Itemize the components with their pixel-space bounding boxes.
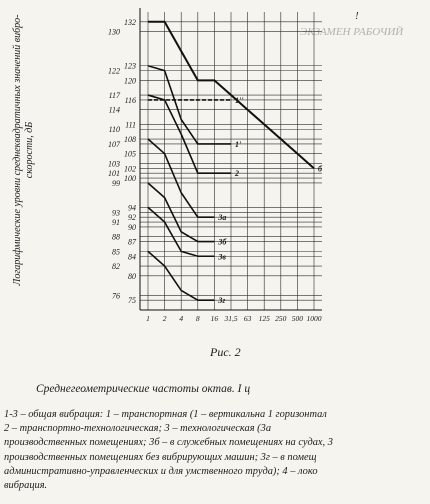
legend-line: вибрация. — [4, 480, 48, 492]
series-line — [148, 95, 231, 173]
y-tick-label: 85 — [112, 247, 120, 257]
y-tick-label: 102 — [124, 164, 136, 174]
y-tick-label: 100 — [124, 174, 136, 184]
x-tick-label: 250 — [275, 314, 287, 323]
y-tick-label: 116 — [124, 95, 136, 105]
y-tick-label: 92 — [128, 213, 136, 223]
y-tick-label: 87 — [128, 237, 136, 247]
y-tick-label: 94 — [128, 203, 136, 213]
x-tick-label: 16 — [210, 314, 219, 323]
y-tick-label: 103 — [108, 159, 120, 169]
x-tick-label: 1000 — [306, 314, 322, 323]
legend-line: производственных помещениях; 3б – в служебных помещениях на судах, 3 — [4, 437, 333, 449]
series-label: 1' — [235, 139, 242, 149]
y-tick-label: 90 — [128, 222, 136, 232]
y-tick-label: 75 — [128, 296, 136, 306]
x-tick-label: 125 — [258, 314, 270, 323]
series-label: 3г — [218, 296, 226, 306]
legend-line: 1-3 – общая вибрация: 1 – транспортная (1 – вертикальна 1 горизонтал — [4, 409, 327, 420]
y-tick-label: 110 — [108, 125, 120, 135]
y-tick-label: 111 — [125, 120, 136, 130]
series-label: б — [318, 164, 322, 174]
series-label: 3в — [218, 252, 226, 262]
x-tick-label: 1 — [146, 314, 150, 323]
y-tick-label: 76 — [112, 291, 120, 301]
y-tick-label: 107 — [108, 139, 120, 149]
y-tick-label: 82 — [112, 262, 120, 272]
y-tick-label: 80 — [128, 271, 136, 281]
legend-text — [4, 408, 427, 493]
series-label: 2 — [235, 169, 239, 179]
x-tick-label: 4 — [179, 314, 184, 323]
legend-line: производственных помещениях без вибрирующих машин; 3г – в помещ — [4, 451, 317, 463]
y-tick-label: 91 — [112, 218, 120, 228]
x-axis-caption: Среднегеометрические частоты октав. I ц — [36, 383, 251, 395]
series-line — [148, 66, 231, 144]
y-tick-label: 105 — [124, 149, 136, 159]
y-tick-label: 99 — [112, 178, 120, 188]
series-label: 3а — [218, 213, 227, 223]
y-tick-label: 120 — [124, 76, 136, 86]
x-tick-label: 500 — [291, 314, 304, 323]
x-tick-label: 63 — [243, 314, 252, 323]
x-tick-label: 31,5 — [224, 314, 238, 323]
scan-artifact-mark: ! — [355, 10, 359, 22]
x-tick-label: 8 — [195, 314, 200, 323]
y-tick-label: 132 — [124, 17, 136, 27]
series-label: 3б — [218, 237, 227, 247]
legend-line: 2 – транспортно-технологическая; 3 – технологическая (3а — [4, 423, 272, 435]
y-tick-label: 122 — [108, 66, 120, 76]
y-tick-label: 88 — [112, 232, 120, 242]
series-label: 1'' — [235, 95, 244, 105]
y-tick-label: 93 — [112, 208, 120, 218]
y-tick-label: 117 — [108, 91, 120, 101]
figure-caption: Рис. 2 — [210, 345, 241, 359]
y-tick-label: 84 — [128, 252, 136, 262]
y-axis-label: Логарифмические уровни среднеквадратичных значений вибро- скорости, дБ — [12, 14, 35, 286]
y-tick-label: 108 — [124, 135, 136, 145]
legend-line: административно-управленческих и для умственного труда); 4 – локо — [4, 465, 318, 477]
y-tick-label: 101 — [108, 169, 120, 179]
scan-artifact-text: ЭКЗАМЕН РАБОЧИЙ — [300, 26, 404, 38]
y-tick-label: 130 — [108, 27, 120, 37]
y-tick-label: 123 — [124, 61, 136, 71]
x-tick-label: 2 — [162, 314, 167, 323]
y-tick-label: 114 — [108, 105, 120, 115]
